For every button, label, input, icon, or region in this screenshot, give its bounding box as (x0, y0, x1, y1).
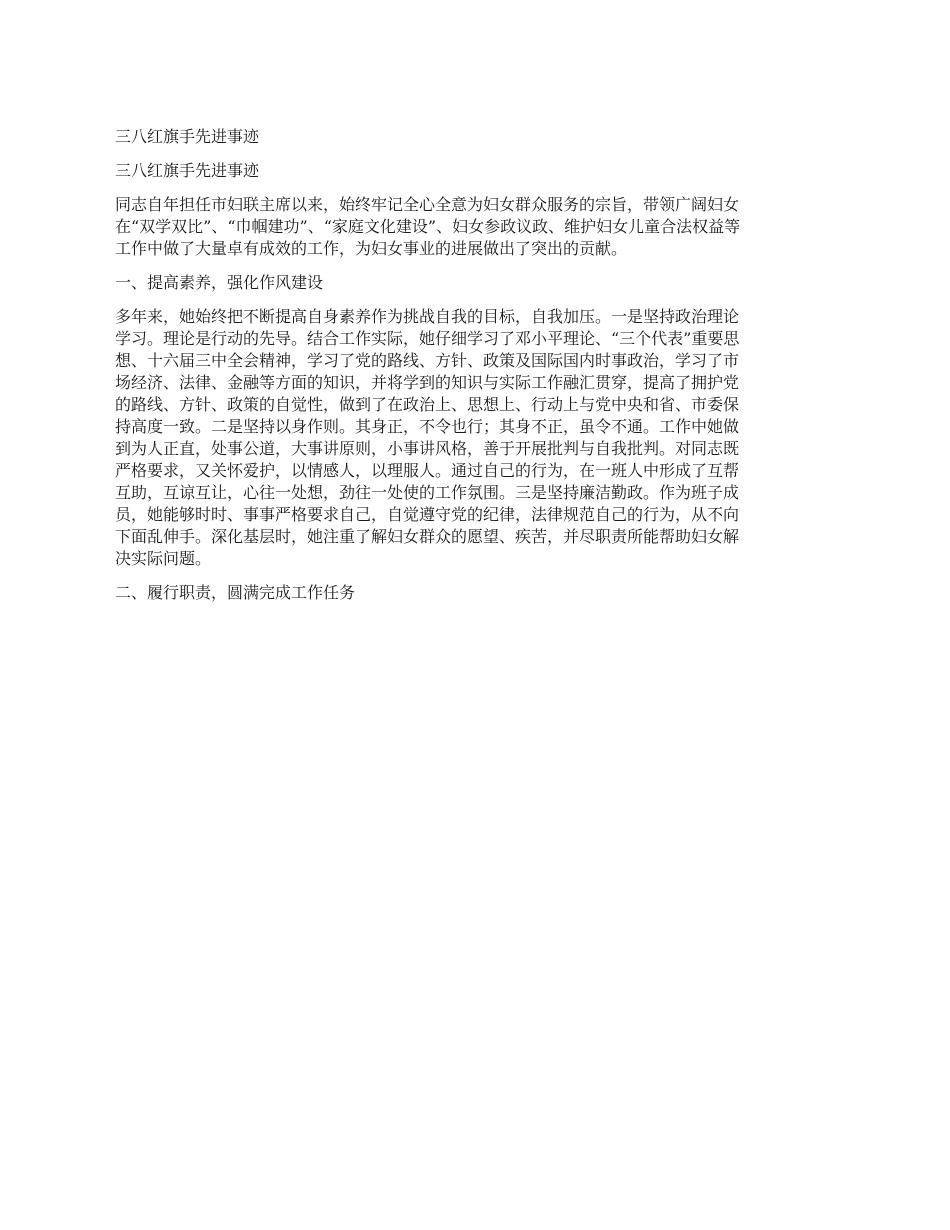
body-line: 的路线、方针、政策的自觉性，做到了在政治上、思想上、行动上与党中央和省、市委保 (115, 395, 740, 414)
body-line: 想、十六届三中全会精神，学习了党的路线、方针、政策及国际国内时事政治，学习了市 (115, 351, 740, 370)
body-line: 严格要求，又关怀爱护，以情感人，以理服人。通过自己的行为，在一班人中形成了互帮 (115, 461, 740, 480)
body-line: 决实际问题。 (115, 549, 212, 568)
intro-line: 在“双学双比”、“巾帼建功”、“家庭文化建设”、妇女参政议政、维护妇女儿童合法权益等 (115, 217, 741, 236)
body-line: 场经济、法律、金融等方面的知识，并将学到的知识与实际工作融汇贯穿，提高了拥护党 (115, 373, 740, 392)
section-2-heading: 二、履行职责，圆满完成工作任务 (115, 583, 356, 602)
body-line: 到为人正直，处事公道，大事讲原则，小事讲风格，善于开展批判与自我批判。对同志既 (115, 439, 740, 458)
body-line: 员，她能够时时、事事严格要求自己，自觉遵守党的纪律，法律规范自己的行为，从不向 (115, 505, 740, 524)
body-line: 多年来，她始终把不断提高自身素养作为挑战自我的目标，自我加压。一是坚持政治理论 (115, 307, 740, 326)
intro-line: 工作中做了大量卓有成效的工作，为妇女事业的进展做出了突出的贡献。 (115, 239, 628, 258)
document-title: 三八红旗手先进事迹 (115, 127, 260, 146)
section-1-heading: 一、提高素养，强化作风建设 (115, 273, 324, 292)
document-subtitle: 三八红旗手先进事迹 (115, 161, 260, 180)
section-1-paragraph (115, 306, 843, 570)
body-line: 学习。理论是行动的先导。结合工作实际，她仔细学习了邓小平理论、“三个代表”重要思 (115, 329, 740, 348)
document-page (115, 126, 843, 604)
intro-paragraph (115, 194, 843, 260)
body-line: 互助，互谅互让，心往一处想，劲往一处使的工作氛围。三是坚持廉洁勤政。作为班子成 (115, 483, 740, 502)
body-line: 下面乱伸手。深化基层时，她注重了解妇女群众的愿望、疾苦，并尽职责所能帮助妇女解 (115, 527, 740, 546)
body-line: 持高度一致。二是坚持以身作则。其身正，不令也行；其身不正，虽令不通。工作中她做 (115, 417, 740, 436)
intro-line: 同志自年担任市妇联主席以来，始终牢记全心全意为妇女群众服务的宗旨，带领广阔妇女 (115, 195, 740, 214)
